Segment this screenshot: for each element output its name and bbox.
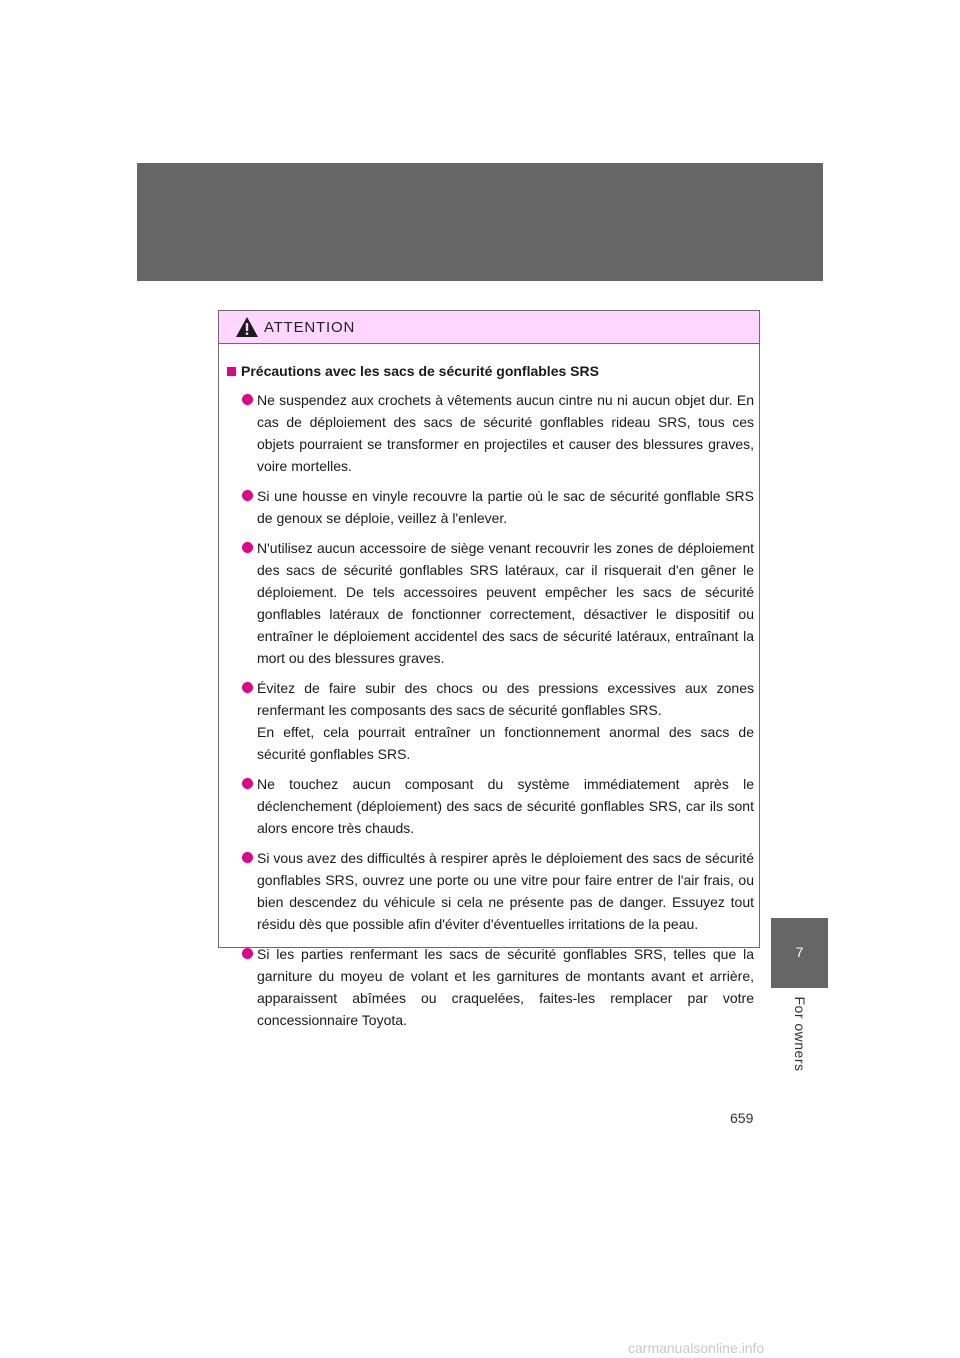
section-heading-text: Précautions avec les sacs de sécurité gonflables SRS: [241, 363, 599, 379]
list-item: [242, 389, 754, 477]
watermark: carmanualsonline.info: [628, 1340, 765, 1356]
warning-body: [219, 344, 759, 1031]
list-item-text: Ne suspendez aux crochets à vêtements aucun cintre nu ni aucun objet dur. En cas de déploiement des sacs de sécurité gonflables rideau SRS, tous ces objets pourraient se transformer en projectiles et causer des blessures graves, voire mortelles.: [257, 392, 754, 474]
list-item: [242, 485, 754, 529]
warning-box: [218, 310, 760, 1028]
page-number: 659: [730, 1110, 754, 1126]
bullet-dot-icon: [242, 682, 253, 693]
list-item-text: N'utilisez aucun accessoire de siège venant recouvrir les zones de déploiement des sacs de sécurité gonflables SRS latéraux, car il risquerait d'en gêner le déploiement. De tels accessoires peuvent empêcher les sacs de sécurité gonflables latéraux de fonctionner correctement, désactiver le dispositif ou entraîner le déploiement accidentel des sacs de sécurité latéraux, entraînant la mort ou des blessures graves.: [257, 540, 754, 666]
list-item: [242, 677, 754, 765]
chapter-tab-label: [767, 995, 833, 1073]
square-marker-icon: [227, 367, 236, 376]
bullet-dot-icon: [242, 948, 253, 959]
bullet-dot-icon: [242, 490, 253, 501]
list-item-text: Ne touchez aucun composant du système immédiatement après le déclenchement (déploiement) des sacs de sécurité gonflables SRS, car ils sont alors encore très chauds.: [257, 776, 754, 836]
bullet-dot-icon: [242, 394, 253, 405]
bullet-dot-icon: [242, 542, 253, 553]
list-item-text: Si les parties renfermant les sacs de sécurité gonflables SRS, telles que la garniture du moyeu de volant et les garnitures de montants avant et arrière, apparaissent abîmées ou craquelées, faites-les remplacer par votre concessionnaire Toyota.: [257, 946, 754, 1028]
chapter-tab-label-text: For owners: [792, 996, 808, 1072]
bullet-dot-icon: [242, 852, 253, 863]
section-heading: [227, 361, 754, 381]
warning-list: [227, 389, 754, 1031]
list-item: [242, 537, 754, 669]
warning-title: ATTENTION: [264, 319, 356, 336]
list-item: [242, 943, 754, 1031]
list-item: [242, 847, 754, 935]
chapter-tab: [771, 918, 828, 988]
bullet-dot-icon: [242, 778, 253, 789]
chapter-tab-number: 7: [795, 944, 804, 960]
list-item: [242, 773, 754, 839]
list-item-text: Si vous avez des difficultés à respirer après le déploiement des sacs de sécurité gonflables SRS, ouvrez une porte ou une vitre pour faire entrer de l'air frais, ou bien descendez du véhicule si cela ne présente pas de danger. Essuyez tout résidu dès que possible afin d'éviter d'éventuelles irritations de la peau.: [257, 850, 754, 932]
list-item-text: Évitez de faire subir des chocs ou des pressions excessives aux zones renfermant les composants des sacs de sécurité gonflables SRS. En effet, cela pourrait entraîner un fonctionnement anormal des sacs de sécurité gonflables SRS.: [257, 680, 754, 762]
list-item-text: Si une housse en vinyle recouvre la partie où le sac de sécurité gonflable SRS de genoux se déploie, veillez à l'enlever.: [257, 488, 754, 526]
warning-header: [219, 311, 759, 344]
header-band: [137, 163, 823, 281]
warning-triangle-icon: [235, 316, 259, 338]
